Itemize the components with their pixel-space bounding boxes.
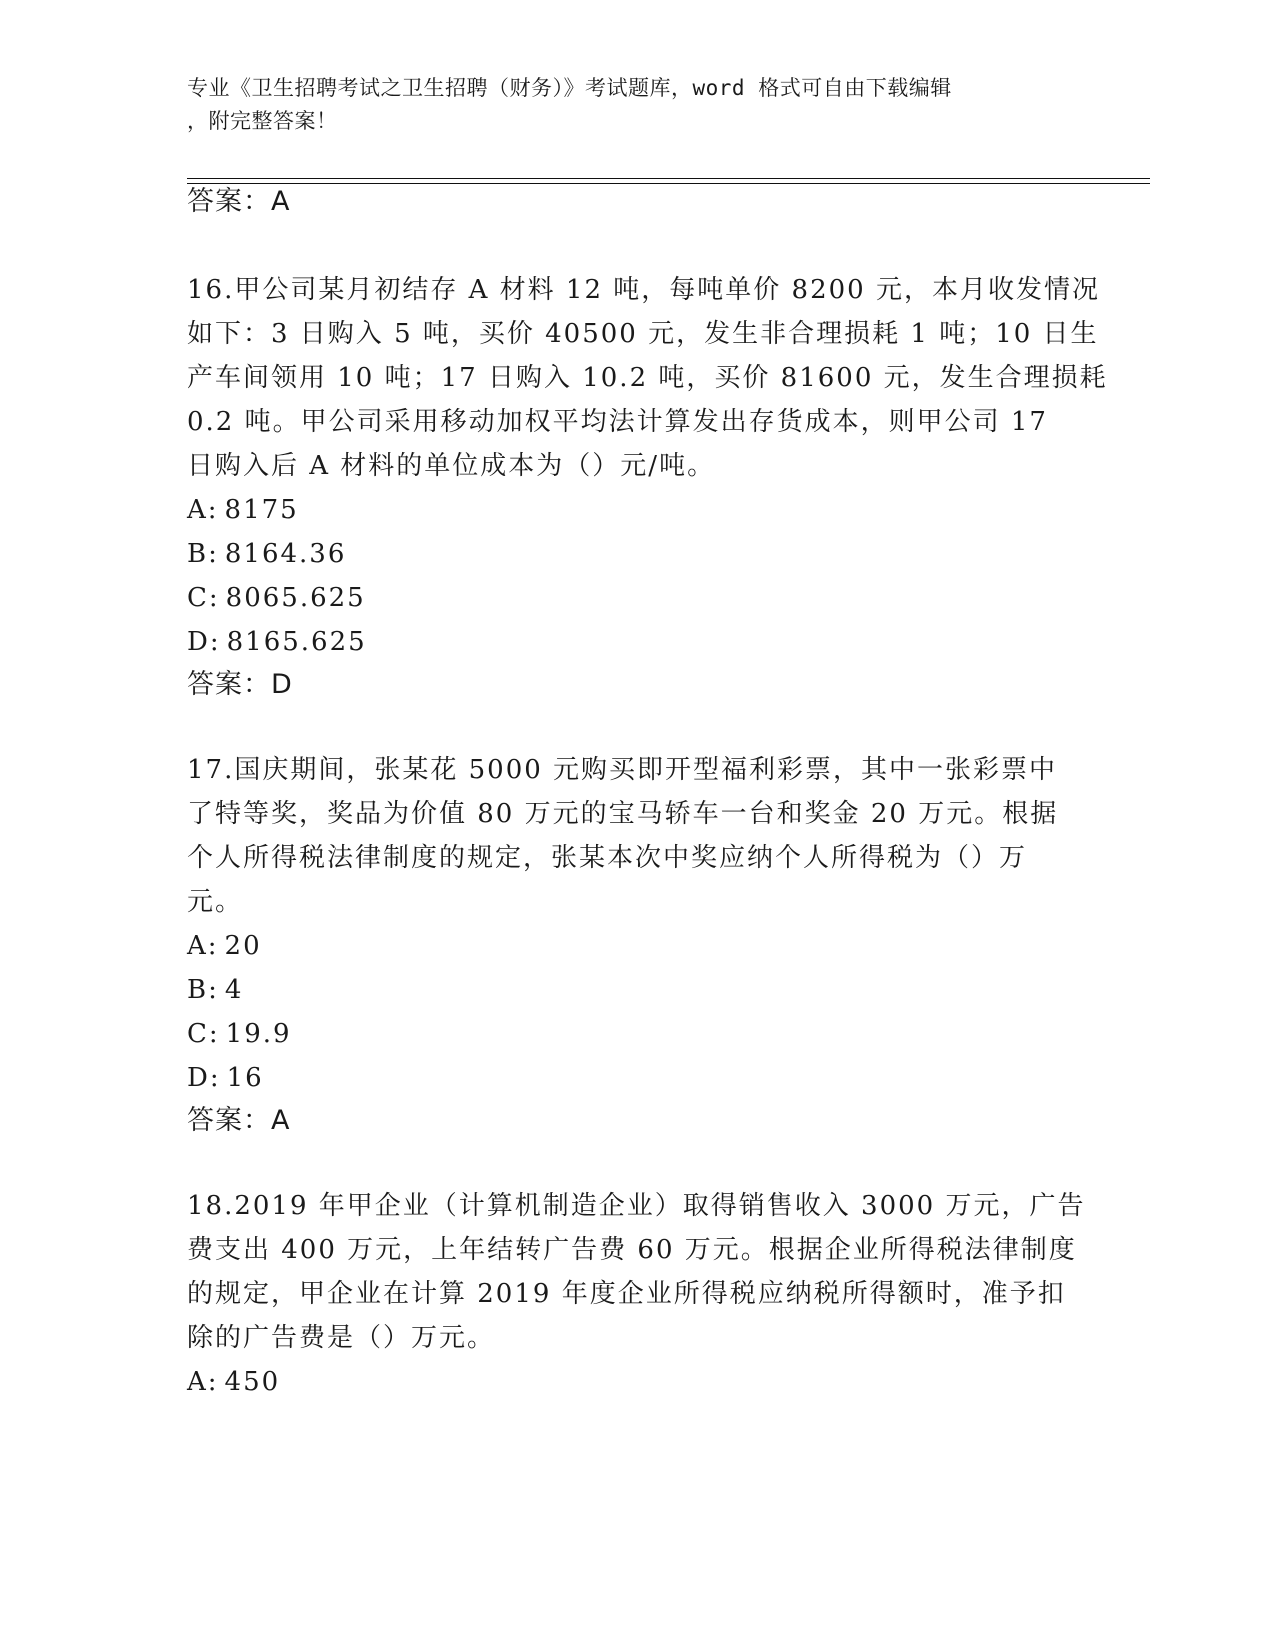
option-text: 20	[224, 931, 262, 961]
question-17-line-2: 了特等奖，奖品为价值 80 万元的宝马轿车一台和奖金 20 万元。根据	[187, 799, 1059, 829]
option-letter: D:	[187, 627, 221, 657]
question-17-line-4: 元。	[187, 887, 244, 917]
previous-answer: 答案：A	[187, 186, 291, 217]
option-text: 19.9	[225, 1019, 292, 1049]
question-17-answer: 答案：A	[187, 1105, 291, 1136]
question-17-option-b	[187, 975, 243, 1005]
option-letter: A:	[187, 1367, 219, 1397]
option-text: 8165.625	[226, 627, 367, 657]
option-text: 450	[224, 1367, 281, 1397]
question-16-option-a	[187, 495, 299, 525]
option-letter: B:	[187, 975, 219, 1005]
option-text: 8065.625	[225, 583, 366, 613]
header-title-line-1: 专业《卫生招聘考试之卫生招聘（财务）》考试题库，word 格式可自由下载编辑	[187, 76, 952, 100]
question-18-line-4: 除的广告费是（）万元。	[187, 1323, 496, 1353]
question-16-line-5: 日购入后 A 材料的单位成本为（）元/吨。	[187, 451, 716, 481]
header-title-line-2: ，附完整答案！	[187, 109, 338, 133]
option-letter: A:	[187, 931, 219, 961]
question-16-line-3: 产车间领用 10 吨；17 日购入 10.2 吨，买价 81600 元，发生合理损耗	[187, 363, 1108, 393]
question-16-option-d	[187, 627, 367, 657]
option-letter: A:	[187, 495, 219, 525]
option-letter: C:	[187, 1019, 220, 1049]
question-16-line-4: 0.2 吨。甲公司采用移动加权平均法计算发出存货成本，则甲公司 17	[187, 407, 1048, 437]
question-18-line-1: 18.2019 年甲企业（计算机制造企业）取得销售收入 3000 万元，广告	[187, 1191, 1086, 1221]
question-18-line-2: 费支出 400 万元，上年结转广告费 60 万元。根据企业所得税法律制度	[187, 1235, 1077, 1265]
header-divider-bottom	[187, 183, 1150, 184]
question-18-option-a	[187, 1367, 280, 1397]
header-divider-top	[187, 178, 1150, 179]
option-letter: C:	[187, 583, 220, 613]
option-letter: B:	[187, 539, 219, 569]
option-text: 8164.36	[224, 539, 347, 569]
question-18-line-3: 的规定，甲企业在计算 2019 年度企业所得税应纳税所得额时，准予扣	[187, 1279, 1066, 1309]
question-16-line-2: 如下：3 日购入 5 吨，买价 40500 元，发生非合理损耗 1 吨；10 日生	[187, 319, 1099, 349]
question-16-option-c	[187, 583, 366, 613]
question-17-line-3: 个人所得税法律制度的规定，张某本次中奖应纳个人所得税为（）万	[187, 843, 1028, 873]
question-17-option-a	[187, 931, 262, 961]
question-16-option-b	[187, 539, 346, 569]
question-17-line-1: 17.国庆期间，张某花 5000 元购买即开型福利彩票，其中一张彩票中	[187, 755, 1058, 785]
question-16-line-1: 16.甲公司某月初结存 A 材料 12 吨，每吨单价 8200 元，本月收发情况	[187, 275, 1100, 305]
question-17-option-c	[187, 1019, 292, 1049]
document-header	[187, 72, 1087, 138]
question-17-option-d	[187, 1063, 264, 1093]
option-text: 16	[226, 1063, 264, 1093]
option-text: 4	[224, 975, 244, 1005]
option-letter: D:	[187, 1063, 221, 1093]
option-text: 8175	[224, 495, 299, 525]
question-16-answer: 答案：D	[187, 669, 293, 700]
